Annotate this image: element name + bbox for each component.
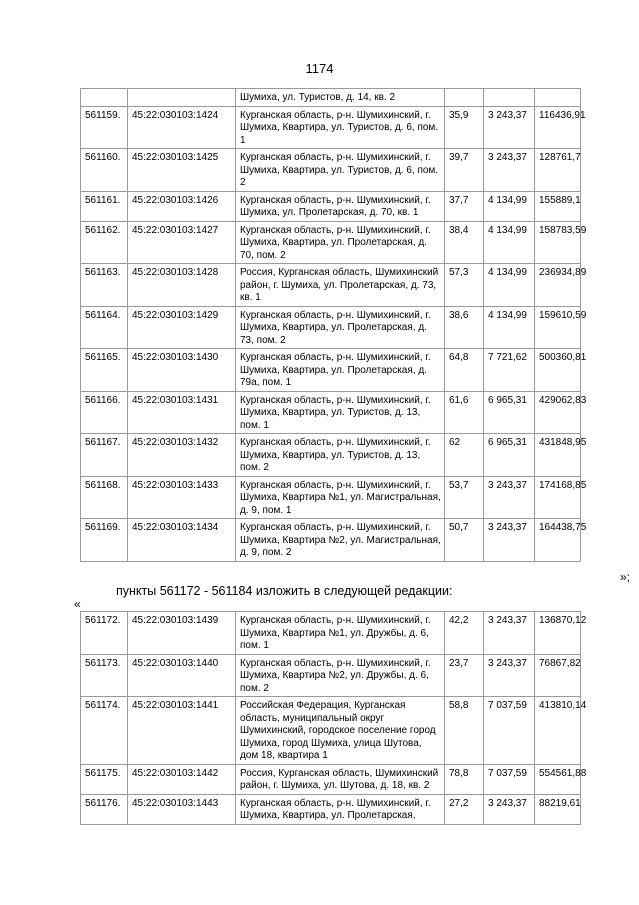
opening-quote: «: [74, 597, 81, 611]
address-cell: Курганская область, р-н. Шумихинский, г. Шумиха, Квартира №2, ул. Дружбы, д. 6, пом. 2: [236, 654, 445, 697]
register-table-amended: [80, 611, 587, 825]
row-number-cell: 561162.: [81, 221, 128, 264]
area-cell: 27,2: [445, 794, 484, 824]
cadastral-value-cell: 429062,83: [535, 391, 581, 434]
cadastral-value-cell: 413810,14: [535, 697, 581, 765]
row-number-cell: 561159.: [81, 106, 128, 149]
table-row: [81, 476, 581, 519]
cadastral-value-cell: 158783,59: [535, 221, 581, 264]
area-cell: 38,6: [445, 306, 484, 349]
area-cell: 23,7: [445, 654, 484, 697]
cost-per-unit-cell: 3 243,37: [484, 149, 535, 192]
cadastral-value-cell: 554561,88: [535, 764, 581, 794]
address-cell: Курганская область, р-н. Шумихинский, г. Шумиха, Квартира №1, ул. Дружбы, д. 6, пом. 1: [236, 612, 445, 655]
table-row: [81, 519, 581, 562]
table-row: [81, 612, 581, 655]
cadastral-value-cell: 88219,61: [535, 794, 581, 824]
cadastral-number-cell: 45:22:030103:1432: [128, 434, 236, 477]
cost-per-unit-cell: 3 243,37: [484, 794, 535, 824]
cost-per-unit-cell: 3 243,37: [484, 612, 535, 655]
area-cell: 58,8: [445, 697, 484, 765]
cadastral-value-cell: 431848,95: [535, 434, 581, 477]
table-row: [81, 697, 581, 765]
cadastral-value-cell: 500360,81: [535, 349, 581, 392]
cadastral-value-cell: 164438,75: [535, 519, 581, 562]
cost-per-unit-cell: 4 134,99: [484, 306, 535, 349]
table-row: [81, 106, 581, 149]
cadastral-value-cell: 236934,89: [535, 264, 581, 307]
cadastral-number-cell: 45:22:030103:1430: [128, 349, 236, 392]
amendment-instruction: пункты 561172 - 561184 изложить в следующей редакции:: [116, 584, 453, 598]
table-row: [81, 794, 581, 824]
address-cell: Россия, Курганская область, Шумихинский район, г. Шумиха, ул. Шутова, д. 18, кв. 2: [236, 764, 445, 794]
table-row: [81, 306, 581, 349]
table-row: [81, 221, 581, 264]
cadastral-number-cell: 45:22:030103:1425: [128, 149, 236, 192]
cost-per-unit-cell: 7 721,62: [484, 349, 535, 392]
table-row: [81, 654, 581, 697]
cost-per-unit-cell: 4 134,99: [484, 264, 535, 307]
row-number-cell: 561167.: [81, 434, 128, 477]
address-cell: Курганская область, р-н. Шумихинский, г. Шумиха, Квартира №1, ул. Магистральная, д. 9, пом. 1: [236, 476, 445, 519]
address-cell: Курганская область, р-н. Шумихинский, г. Шумиха, Квартира, ул. Туристов, д. 6, пом. 2: [236, 149, 445, 192]
cadastral-number-cell: 45:22:030103:1440: [128, 654, 236, 697]
cadastral-number-cell: 45:22:030103:1424: [128, 106, 236, 149]
area-cell: [445, 89, 484, 107]
cost-per-unit-cell: 3 243,37: [484, 476, 535, 519]
row-number-cell: 561175.: [81, 764, 128, 794]
cadastral-number-cell: 45:22:030103:1433: [128, 476, 236, 519]
cadastral-value-cell: 136870,12: [535, 612, 581, 655]
row-number-cell: 561176.: [81, 794, 128, 824]
cadastral-value-cell: 76867,82: [535, 654, 581, 697]
row-number-cell: 561168.: [81, 476, 128, 519]
table-row: [81, 89, 581, 107]
cost-per-unit-cell: 3 243,37: [484, 519, 535, 562]
area-cell: 61,6: [445, 391, 484, 434]
address-cell: Курганская область, р-н. Шумихинский, г. Шумиха, Квартира, ул. Пролетарская,: [236, 794, 445, 824]
cadastral-number-cell: 45:22:030103:1439: [128, 612, 236, 655]
row-number-cell: 561160.: [81, 149, 128, 192]
address-cell: Россия, Курганская область, Шумихинский район, г. Шумиха, ул. Пролетарская, д. 73, кв. 1: [236, 264, 445, 307]
address-cell: Курганская область, р-н. Шумихинский, г. Шумиха, Квартира №2, ул. Магистральная, д. 9, пом. 2: [236, 519, 445, 562]
table-row: [81, 264, 581, 307]
cost-per-unit-cell: 3 243,37: [484, 106, 535, 149]
cost-per-unit-cell: 6 965,31: [484, 391, 535, 434]
cadastral-value-cell: [535, 89, 581, 107]
cadastral-number-cell: 45:22:030103:1427: [128, 221, 236, 264]
table-row: [81, 434, 581, 477]
closing-quote: »;: [620, 570, 631, 584]
cadastral-number-cell: 45:22:030103:1443: [128, 794, 236, 824]
address-cell: Курганская область, р-н. Шумихинский, г. Шумиха, Квартира, ул. Туристов, д. 13, пом. 2: [236, 434, 445, 477]
cost-per-unit-cell: 6 965,31: [484, 434, 535, 477]
area-cell: 62: [445, 434, 484, 477]
address-cell: Курганская область, р-н. Шумихинский, г. Шумиха, ул. Пролетарская, д. 70, кв. 1: [236, 191, 445, 221]
table-row: [81, 391, 581, 434]
address-cell: Курганская область, р-н. Шумихинский, г. Шумиха, Квартира, ул. Пролетарская, д. 73, пом. 2: [236, 306, 445, 349]
area-cell: 37,7: [445, 191, 484, 221]
register-table-continued: [80, 88, 587, 562]
table-row: [81, 764, 581, 794]
area-cell: 38,4: [445, 221, 484, 264]
cadastral-value-cell: 155889,1: [535, 191, 581, 221]
area-cell: 78,8: [445, 764, 484, 794]
address-cell: Курганская область, р-н. Шумихинский, г. Шумиха, Квартира, ул. Пролетарская, д. 79а, пом. 1: [236, 349, 445, 392]
cadastral-number-cell: 45:22:030103:1434: [128, 519, 236, 562]
row-number-cell: 561163.: [81, 264, 128, 307]
cadastral-number-cell: 45:22:030103:1426: [128, 191, 236, 221]
address-cell: Курганская область, р-н. Шумихинский, г. Шумиха, Квартира, ул. Пролетарская, д. 70, пом. 2: [236, 221, 445, 264]
cadastral-value-cell: 128761,7: [535, 149, 581, 192]
cost-per-unit-cell: 7 037,59: [484, 697, 535, 765]
area-cell: 39,7: [445, 149, 484, 192]
area-cell: 35,9: [445, 106, 484, 149]
table-row: [81, 191, 581, 221]
row-number-cell: 561166.: [81, 391, 128, 434]
cadastral-number-cell: 45:22:030103:1429: [128, 306, 236, 349]
address-cell: Курганская область, р-н. Шумихинский, г. Шумиха, Квартира, ул. Туристов, д. 6, пом. 1: [236, 106, 445, 149]
cadastral-value-cell: 159610,59: [535, 306, 581, 349]
row-number-cell: 561164.: [81, 306, 128, 349]
area-cell: 50,7: [445, 519, 484, 562]
cadastral-number-cell: 45:22:030103:1441: [128, 697, 236, 765]
cadastral-number-cell: 45:22:030103:1442: [128, 764, 236, 794]
row-number-cell: 561172.: [81, 612, 128, 655]
page-number: 1174: [305, 61, 334, 76]
area-cell: 42,2: [445, 612, 484, 655]
cost-per-unit-cell: [484, 89, 535, 107]
area-cell: 57,3: [445, 264, 484, 307]
cost-per-unit-cell: 4 134,99: [484, 221, 535, 264]
cadastral-number-cell: 45:22:030103:1431: [128, 391, 236, 434]
address-cell: Курганская область, р-н. Шумихинский, г. Шумиха, Квартира, ул. Туристов, д. 13, пом. 1: [236, 391, 445, 434]
row-number-cell: 561173.: [81, 654, 128, 697]
row-number-cell: 561165.: [81, 349, 128, 392]
row-number-cell: [81, 89, 128, 107]
cost-per-unit-cell: 7 037,59: [484, 764, 535, 794]
cadastral-number-cell: [128, 89, 236, 107]
area-cell: 64,8: [445, 349, 484, 392]
address-cell: Шумиха, ул. Туристов, д. 14, кв. 2: [236, 89, 445, 107]
cadastral-number-cell: 45:22:030103:1428: [128, 264, 236, 307]
address-cell: Российская Федерация, Курганская область, муниципальный округ Шумихинский, городское поселение город Шумиха, город Шумиха, улица Шутова, дом 18, квартира 1: [236, 697, 445, 765]
cadastral-value-cell: 174168,85: [535, 476, 581, 519]
cost-per-unit-cell: 4 134,99: [484, 191, 535, 221]
cadastral-value-cell: 116436,91: [535, 106, 581, 149]
cost-per-unit-cell: 3 243,37: [484, 654, 535, 697]
area-cell: 53,7: [445, 476, 484, 519]
row-number-cell: 561169.: [81, 519, 128, 562]
table-row: [81, 149, 581, 192]
row-number-cell: 561174.: [81, 697, 128, 765]
row-number-cell: 561161.: [81, 191, 128, 221]
table-row: [81, 349, 581, 392]
